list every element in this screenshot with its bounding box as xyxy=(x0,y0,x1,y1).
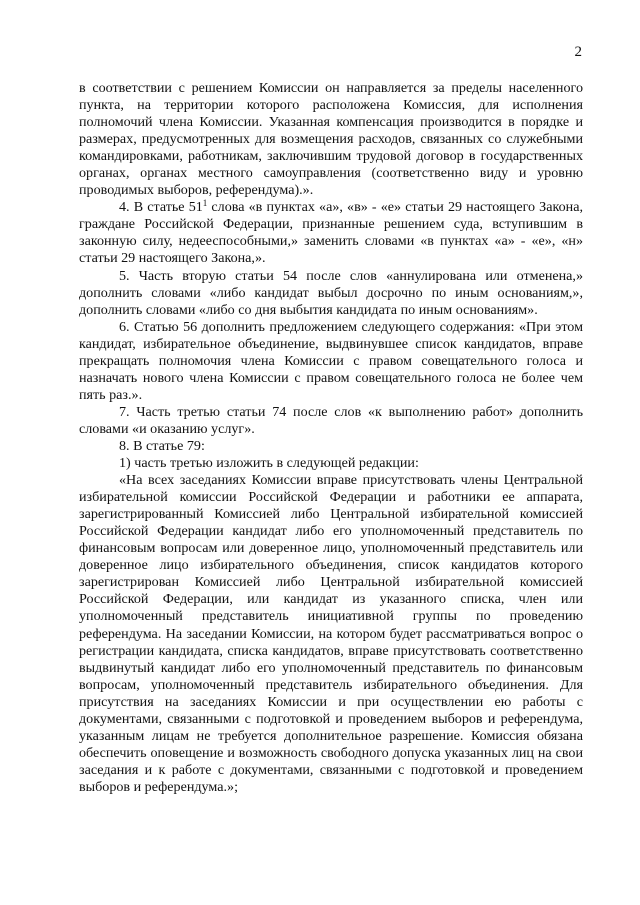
paragraph-quoted-text: «На всех заседаниях Комиссии вправе присутствовать члены Центральной избирательной комиссии Российской Федерации и работники ее аппарата, зарегистрированный Комиссией либо Центральной избирательной комиссией Российской Федерации кандидат либо его уполномоченный представитель по финансовым вопросам или доверенное лицо, уполномоченный представитель или доверенное лицо избирательного объединения, список кандидатов которого зарегистрирован Комиссией либо Центральной избирательной комиссией Российской Федерации, или кандидат из указанного списка, член или уполномоченный представитель инициативной группы по проведению референдума. На заседании Комиссии, на котором будет рассматриваться вопрос о регистрации кандидата, списка кандидатов, вправе присутствовать соответственно выдвинутый кандидат либо его уполномоченный представитель по финансовым вопросам, уполномоченный представитель избирательного объединения. Для присутствия на заседаниях Комиссии и при осуществлении ею работы с документами, связанными с подготовкой и проведением выборов и референдума, указанным лицам не требуется дополнительное разрешение. Комиссия обязана обеспечить оповещение и возможность свободного допуска указанных лиц на свои заседания и к работе с документами, связанными с подготовкой и проведением выборов и референдума.»; xyxy=(79,472,583,795)
paragraph-subitem-1: 1) часть третью изложить в следующей редакции: xyxy=(119,455,419,472)
page-number: 2 xyxy=(574,44,582,60)
paragraph-item-8: 8. В статье 79: xyxy=(119,437,205,454)
paragraph-item-5: 5. Часть вторую статьи 54 после слов «аннулирована или отменена,» дополнить словами «либо кандидат выбыл досрочно по иным основаниям,», дополнить словами «либо со дня выбытия кандидата по иным основаниям». xyxy=(79,267,583,318)
paragraph-item-7: 7. Часть третью статьи 74 после слов «к выполнению работ» дополнить словами «и оказанию услуг». xyxy=(79,403,583,437)
item-4-rest: слова «в пунктах «а», «в» - «е» статьи 29 настоящего Закона, граждане Российской Федерации, признанные решением суда, вступившим в законную силу, недееспособными,» заменить словами «в пунктах «а» - «е», «н» статьи 29 настоящего Закона,». xyxy=(79,199,583,267)
paragraph-item-6: 6. Статью 56 дополнить предложением следующего содержания: «При этом кандидат, избирательное объединение, выдвинувшее список кандидатов, вправе прекращать полномочия члена Комиссии с правом совещательного голоса и назначать нового члена Комиссии с правом совещательного голоса не более чем пять раз.». xyxy=(79,318,583,403)
item-4-lead: 4. В статье 51 xyxy=(119,199,203,216)
paragraph-continuation: в соответствии с решением Комиссии он направляется за пределы населенного пункта, на территории которого расположена Комиссия, для исполнения полномочий члена Комиссии. Указанная компенсация производится в порядке и размерах, предусмотренных для возмещения расходов, связанных со служебными командировками, работникам, заключившим трудовой договор в государственных органах, органах местного самоуправления (соответственно виду и уровню проводимых выборов, референдума).». xyxy=(79,80,583,199)
document-body xyxy=(79,80,583,796)
article-superscript: 1 xyxy=(202,198,208,209)
paragraph-item-4 xyxy=(79,199,583,267)
